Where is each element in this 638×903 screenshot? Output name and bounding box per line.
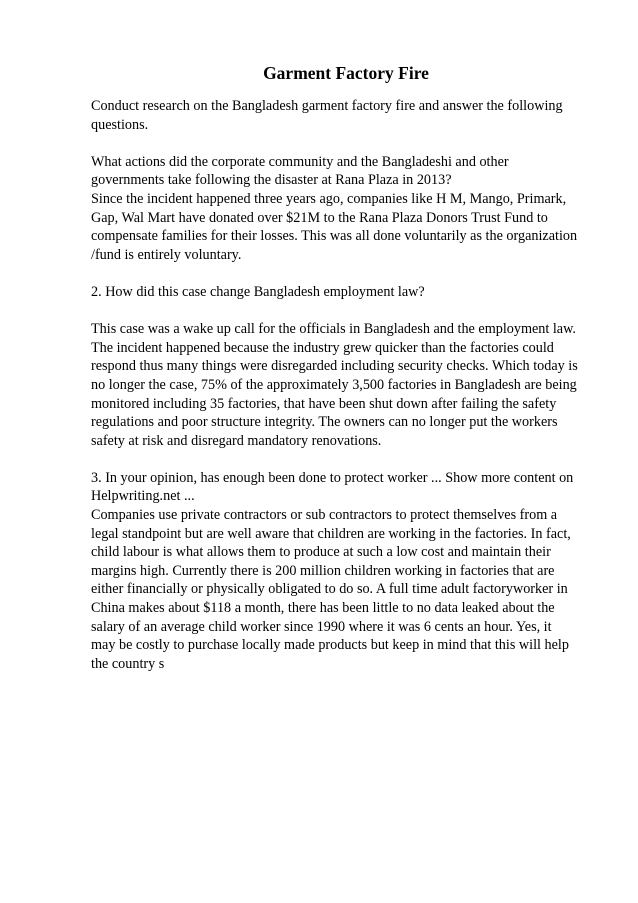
answer-3-line: may be costly to purchase locally made products but keep in mind that this will help — [91, 637, 569, 654]
question-1-line: governments take following the disaster at Rana Plaza in 2013? — [91, 172, 452, 189]
answer-3-line: child labour is what allows them to produce at such a low cost and maintain their — [91, 544, 551, 561]
answer-3 — [91, 506, 601, 673]
answer-2-line: regulations and poor structure integrity. The owners can no longer put the workers — [91, 414, 558, 431]
question-3-line: Helpwriting.net ... — [91, 488, 195, 505]
answer-3-line: margins high. Currently there is 200 million children working in factories that are — [91, 562, 555, 579]
question-1 — [91, 153, 601, 190]
intro-line: Conduct research on the Bangladesh garment factory fire and answer the following — [91, 98, 563, 114]
question-3 — [91, 469, 601, 506]
answer-3-line: legal standpoint but are well aware that children are working in the factories. In fact, — [91, 525, 571, 542]
intro-line: questions. — [91, 116, 149, 133]
answer-1 — [91, 190, 601, 264]
answer-2-line: no longer the case, 75% of the approximately 3,500 factories in Bangladesh are being — [91, 376, 577, 393]
answer-2-line: This case was a wake up call for the officials in Bangladesh and the employment law. — [91, 321, 576, 338]
document-title: Garment Factory Fire — [263, 63, 429, 83]
answer-3-line: either financially or physically obligated to do so. A full time adult factoryworker in — [91, 581, 568, 598]
question-3-line: 3. In your opinion, has enough been done to protect worker ... Show more content on — [91, 469, 574, 486]
answer-1-line: Gap, Wal Mart have donated over $21M to the Rana Plaza Donors Trust Fund to — [91, 209, 548, 226]
answer-3-line: the country s — [91, 655, 165, 672]
answer-3-line: Companies use private contractors or sub contractors to protect themselves from a — [91, 507, 558, 524]
answer-2-line: monitored including 35 factories, that have been shut down after failing the safety — [91, 395, 557, 412]
intro-paragraph — [91, 97, 601, 134]
answer-2-line: respond thus many things were disregarded including security checks. Which today is — [91, 358, 578, 375]
answer-1-line: compensate families for their losses. This was all done voluntarily as the organization — [91, 228, 578, 245]
answer-1-line: Since the incident happened three years ago, companies like H M, Mango, Primark, — [91, 190, 567, 207]
answer-2-line: The incident happened because the industry grew quicker than the factories could — [91, 339, 554, 356]
answer-3-line: China makes about $118 a month, there has been little to no data leaked about the — [91, 600, 555, 617]
question-2-line: 2. How did this case change Bangladesh employment law? — [91, 283, 425, 300]
answer-2-line: safety at risk and disregard mandatory renovations. — [91, 432, 382, 449]
question-1-line: What actions did the corporate community and the Bangladeshi and other — [91, 153, 509, 170]
answer-3-line: salary of an average child worker since 1990 where it was 6 cents an hour. Yes, it — [91, 618, 552, 635]
answer-1-line: /fund is entirely voluntary. — [91, 246, 242, 263]
question-2 — [91, 283, 601, 302]
document-body — [91, 62, 601, 673]
answer-2 — [91, 320, 601, 450]
